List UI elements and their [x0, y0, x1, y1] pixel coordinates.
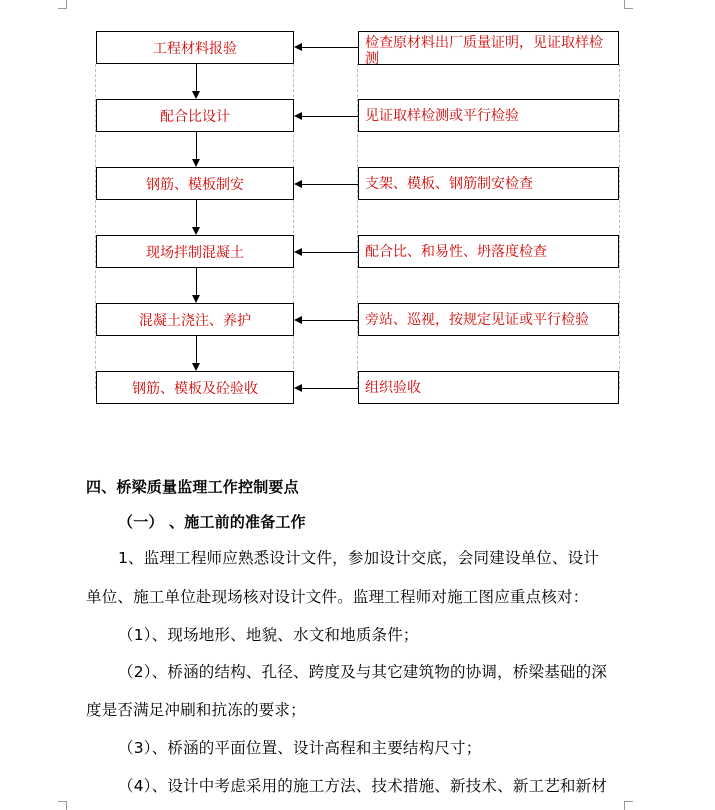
flow-step-5 [96, 303, 294, 336]
arrow-line-2 [302, 116, 358, 117]
arrow-line-4 [302, 252, 358, 253]
arrow-head-down-3 [192, 227, 200, 235]
flow-step-3 [96, 167, 294, 200]
arrow-head-left-1 [294, 43, 302, 51]
flow-check-4 [358, 235, 619, 268]
arrow-head-down-4 [192, 295, 200, 303]
connector-1 [196, 64, 197, 91]
flow-step-4 [96, 235, 294, 268]
arrow-head-left-2 [294, 112, 302, 120]
flow-check-4-label: 配合比、和易性、坍落度检查 [365, 243, 547, 260]
page-corner-top-right [624, 0, 633, 9]
section-heading: 四、桥梁质量监理工作控制要点 [86, 478, 299, 496]
flow-check-5 [358, 303, 619, 336]
page-corner-top-left [58, 0, 67, 9]
list-item-3: （3）、桥涵的平面位置、设计高程和主要结构尺寸； [118, 739, 482, 757]
flow-step-6 [96, 371, 294, 404]
arrow-line-6 [302, 388, 358, 389]
flow-step-5-label: 混凝土浇注、养护 [139, 312, 251, 329]
arrow-line-5 [302, 320, 358, 321]
paragraph-1-line-1: 1、监理工程师应熟悉设计文件，参加设计交底，会同建设单位、设计 [118, 549, 600, 567]
flow-step-6-label: 钢筋、模板及砼验收 [132, 380, 258, 397]
connector-5 [196, 336, 197, 363]
list-item-2-line-2: 度是否满足冲刷和抗冻的要求； [86, 701, 306, 719]
flow-check-5-label: 旁站、巡视，按规定见证或平行检验 [365, 311, 589, 328]
arrow-line-1 [302, 47, 358, 48]
flow-check-3-label: 支架、模板、钢筋制安检查 [365, 175, 533, 192]
flow-step-3-label: 钢筋、模板制安 [146, 176, 244, 193]
arrow-head-down-1 [192, 91, 200, 99]
connector-2 [196, 132, 197, 159]
flow-step-1-label: 工程材料报验 [153, 40, 237, 57]
list-item-2-line-1: （2）、桥涵的结构、孔径、跨度及与其它建筑物的协调，桥梁基础的深 [118, 663, 608, 681]
flow-step-2-label: 配合比设计 [160, 108, 230, 125]
flow-step-4-label: 现场拌制混凝土 [146, 244, 244, 261]
connector-4 [196, 268, 197, 295]
arrow-head-left-5 [294, 316, 302, 324]
flow-step-1 [96, 31, 294, 64]
arrow-head-down-2 [192, 159, 200, 167]
flow-check-3 [358, 167, 619, 200]
arrow-head-left-6 [294, 384, 302, 392]
flow-check-2 [358, 99, 619, 132]
flow-check-6-label: 组织验收 [365, 379, 421, 396]
arrow-head-left-4 [294, 248, 302, 256]
connector-3 [196, 200, 197, 227]
flow-check-1 [358, 31, 619, 65]
arrow-head-left-3 [294, 180, 302, 188]
paragraph-1-line-2: 单位、施工单位赴现场核对设计文件。监理工程师对施工图应重点核对： [86, 588, 589, 606]
flow-check-2-label: 见证取样检测或平行检验 [365, 107, 519, 124]
guide-line-right [619, 64, 620, 389]
list-item-1: （1）、现场地形、地貌、水文和地质条件； [118, 626, 419, 644]
flow-check-6 [358, 371, 619, 404]
subsection-heading: （一） 、施工前的准备工作 [118, 513, 306, 531]
flow-step-2 [96, 99, 294, 132]
flow-check-1-label: 检查原材料出厂质量证明，见证取样检测 [365, 35, 603, 67]
list-item-4-line-1: （4）、设计中考虑采用的施工方法、技术措施、新技术、新工艺和新材 [118, 777, 608, 795]
arrow-line-3 [302, 184, 358, 185]
arrow-head-down-5 [192, 363, 200, 371]
